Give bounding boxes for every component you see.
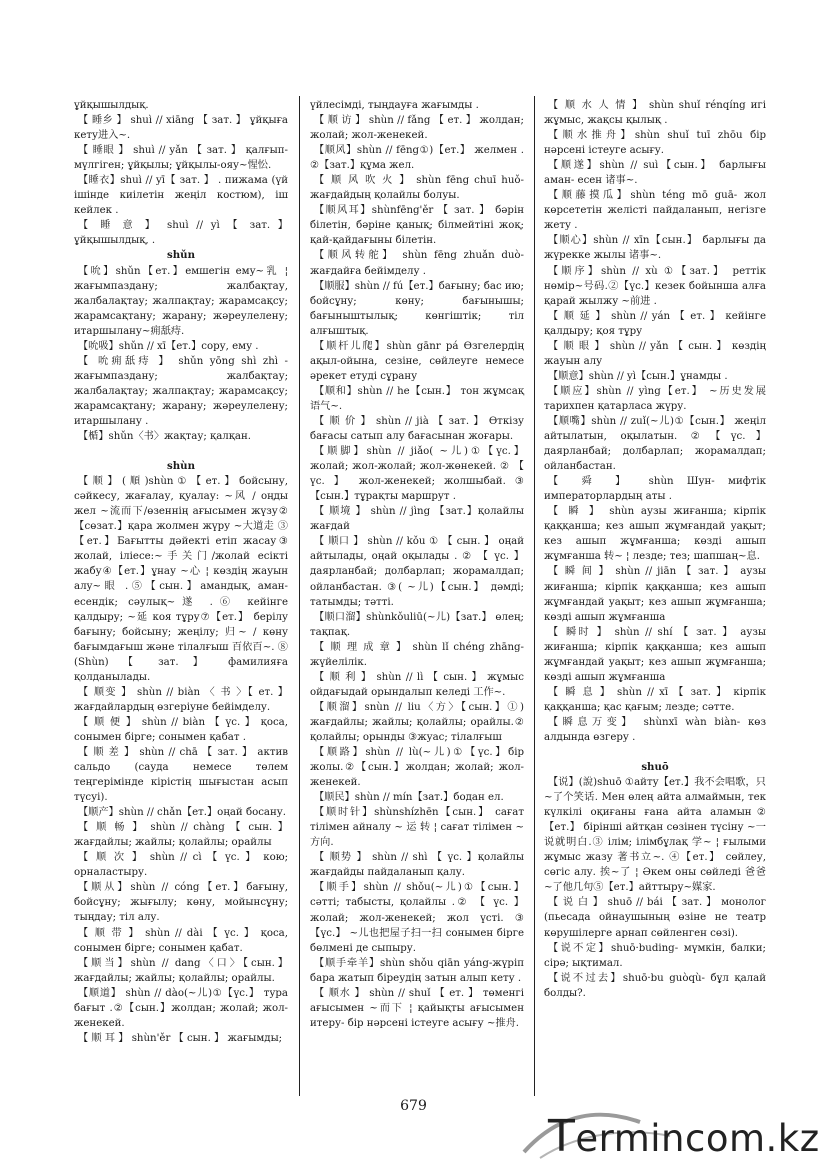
dictionary-entry: 【顺意】shùn // yì【сын.】ұнамды . [548,370,728,382]
dictionary-entry: 【顺服】shùn // fú【ет.】бағыну; бас ию; бойсұну; көну; бағынышы; бағыныштылық; көнгіштік; тіл алғыштық. [310,280,524,337]
dictionary-entry: 【顺产】shùn // chǎn【ет.】оңай босану. [78,807,287,819]
dictionary-entry: 【 顺 眼 】 shùn // yǎn 【 сын. 】 көздің жауын алу [544,340,766,367]
dictionary-entry: 【睡衣】shuì // yī【 зат. 】 . пижама (үй ішінде киілетін жеңіл костюм), іш кейлек . [74,175,288,217]
dictionary-entry: 【顺遂】shùn // suì【сын.】 барлығы аман- есен 诸事~. [544,160,766,187]
dictionary-entry: 【 吮痈舐痔 】 shǔn yōng shì zhì - жағымпаздану; жалбақтау; жалбалақтау; жалпақтау; жарамсақсу; жарамсақтану; жарану; жәреулелену; итаршылану . [74,355,288,427]
column-3 [544,98,766,1001]
dictionary-entry: 【顺口溜】shùnkǒuliū(~儿)【зат.】 өлең; тақпақ. [310,611,524,638]
dictionary-entry: 【顺藤摸瓜】shùn téng mō guā- жол көрсететін желісті пайдаланып, негізге жету . [544,190,766,232]
dictionary-entry: 【 瞬时 】 shùn // shí 【 зат. 】 аузы жиғанша; кірпік қаққанша; кез ашып жұмғандай уақыт; кез ашып жұмғанша; көзді ашып жұмғанша [544,626,766,683]
column-2 [310,98,524,1031]
dictionary-entry: 【顺序】shùn // xù ①【зат.】 реттік нөмір~号码.②【үс.】кезек бойынша алға қарай жылжу ~前进 . [544,265,766,307]
dictionary-entry: 【 顺 延 】 shùn // yán 【 ет. 】 кейінге қалдыру; қоя тұру [544,310,766,337]
dictionary-entry: 【顺路】shùn // lù(~儿)①【үс.】бір жолы.②【сын.】жолдан; жолай; жол-женекей. [310,747,524,789]
dictionary-entry: 【 顺 次 】 shùn // cì 【 үс. 】 кою; орналастыру. [74,852,288,879]
dictionary-entry: 【 顺 利 】 shùn // lì 【 сын. 】 жұмыс ойдағыдай орындалып келеді 工作~. [310,671,524,698]
dictionary-entry: 【 顺 带 】 shùn // dài 【 үс. 】 қоса, сонымен бірге; сонымен қабат. [74,927,288,954]
dictionary-entry: 【 睡乡 】 shuì // xiāng 【 зат. 】 ұйқыға кету进入~. [74,115,288,142]
section-gap [544,745,766,760]
dictionary-entry: 【顺应】shùn // yìng【ет.】 ~历史发展 тарихпен қатарласа жүру. [544,385,766,412]
section-heading: shuō [641,761,669,774]
watermark-rest: ermincom.kz [575,1117,820,1160]
dictionary-entry: ұйқышылдық. [74,100,149,111]
dictionary-entry: 【顺水推舟】shùn shuǐ tuī zhōu бір нәрсені істеуге асығу. [544,130,766,157]
page-number: 679 [400,1098,427,1114]
dictionary-entry: 【 说 白 】 shuō // bái 【 зат. 】 монолог (пьесада ойнаушының өзіне не театр көрушілерге арнап сөйленген сөзі). [544,897,766,939]
section-gap [74,444,288,459]
dictionary-entry: 【 舜 】 shùn Шун- мифтік императорлардың аты . [544,476,766,503]
dictionary-entry: 【顺溜】snùn // liu〈方〉【сын.】①) жағдайлы; жайлы; қолайлы; орайлы.② қолайлы; орынды ③жуас; тілалғыш [310,701,524,743]
dictionary-entry: 【 睡 意 】 shuì // yì 【 зат. 】 ұйқышылдық, . [74,220,288,247]
dictionary-entry: 【 顺 访 】 shùn // fǎng 【 ет. 】 жолдан; жолай; жол-женекей. [310,115,524,142]
dictionary-entry: 【顺心】shùn // xīn【сын.】 барлығы да жүрекке жылы 诸事~. [544,235,766,262]
dictionary-entry: 【顺风转舵】 shùn fēng zhuǎn duò- жағдайға бейімделу . [310,250,524,277]
dictionary-entry: 【顺风】shùn // fēng①)【ет.】 желмен . ②【зат.】құма жел. [310,145,524,172]
dictionary-entry: 【 顺 风 吹 火 】 shùn fēng chuī huǒ- жағдайдың қолайлы болуы. [310,175,524,202]
dictionary-entry: 【顺和】shùn // he【сын.】 тон жұмсақ 语气~. [310,385,524,412]
dictionary-entry: 【瞬息万变】 shùnxī wàn biàn- көз алдында өзгеру . [544,716,766,743]
dictionary-entry: 【 睡眼 】 shuì // yǎn 【 зат. 】 қалғып-мүлгіген; ұйқылы; ұйқылы-ояу~惺忪. [74,145,288,172]
dictionary-entry: үйлесімді, тыңдауға жағымды . [310,100,479,111]
dictionary-entry: 【 顺口 】 shùn // kǒu ① 【 сын. 】 оңай айтылады, оңай оқылады . ② 【 үс. 】 даярланбай; долбарлап; жорамалдап; ойланбастан. ③( ~儿)【сын.】 дәмді; татымды; тәтті. [310,536,524,608]
dictionary-entry: 【 顺 耳 】 shùn'ěr 【 сын. 】 жағымды; [78,1032,283,1044]
dictionary-entry: 【 顺势 】 shùn // shì 【 үс. 】қолайлы жағдайды пайдаланып қалу. [310,852,524,879]
dictionary-entry: 【 顺 】 ( 順 )shùn ① 【 ет. 】 бойсыну, сәйкесу, жағалау, қуалау: ~风 / оңды жел ~流而下/өзеннің ағысымен жүзу②【сөзат.】қара жолмен жүру ~大道走 ③【ет.】Бағытты дәйекті етіп жасау③ жолай, іліесе:~手关门/жолай есікті жабу④【ет.】ұнау ~心 ¦ көздің жауын алу~眼 .⑤【сын.】амандық, аман-есендік; сәулық~遂 .⑥ кейінге қалдыру; ~延 кoя тұру⑦【ет.】 берілу бағыну; бойсыну; жеңілу; 归~ / көну бағымдағыш және тілалғыш 百依百~. ⑧ (Shùn) 【 зат. 】 фамилияға қолданылады. [74,476,288,683]
column-divider-1 [299,96,300,1096]
dictionary-entry: 【顺嘴】shùn // zuǐ(~儿)①【сын.】 жеңіл айтылатын, оқылатын. ②【үс.】 даярланбай; долбарлап; жорамалдап; ойланбастан. [544,415,766,473]
dictionary-entry: 【 顺水 】 shùn // shuǐ 【 ет. 】 төменгі ағысымен ~而下 ¦ қайықты ағысымен итеру- бір нәрсені істеуге асығу ~推舟. [310,987,524,1029]
section-heading: shǔn [167,249,195,262]
dictionary-entry: 【顺风耳】shùnfēng'ěr 【 зат. 】 бәрін білетін, бәріне қанық; білмейтіні жоқ; қай-қайдағыны білетін. [310,205,524,247]
dictionary-entry: 【说不定】shuō·buding- мүмкін, балки; сірә; ықтимал. [544,942,766,969]
dictionary-entry: 【顺杆儿爬】shùn gānr pá Өзгелердің ақыл-ойына, сезіне, сөйлеуге немесе әрекет етуді сұрану [310,340,524,382]
dictionary-entry: 【 顺 理 成 章 】 shùn lǐ chéng zhāng- жүйелілік. [310,641,524,668]
dictionary-entry: 【顺手牵羊】shùn shǒu qiān yáng-жүріп бара жатып біреудің затын алып кету . [310,957,524,984]
dictionary-entry: 【说不过去】shuō·bu guòqù- бұл қалай болды?. [544,972,766,999]
dictionary-entry: 【 瞬 间 】 shùn // jiān 【 зат. 】 аузы жиғанша; кірпік қаққанша; кез ашып жұмғандай уақыт; кез ашып жұмғанша; көзді ашып жұмғанша [544,566,766,623]
dictionary-entry: 【说】(說)shuō ①айту【ет.】我不会唱歌，只~了个笑话. Мен өлең айта алмаймын, тек күлкілі оқиғаны ғана айта аламын②【ет.】 бірінші айтқан сөзінен түсіну ~一说就明白.③ ілім; ілімбұлақ 学~ ¦ ғылыми жұмыс жазу 著书立~. ④【ет.】 сөйлеу, сөгіс алу. 挨~了 ¦ Әкем оны сөйледі 爸爸~了他几句⑤【ет.】айттыру~媒家. [544,777,766,894]
watermark-prefix: T [548,1111,576,1162]
dictionary-entry: 【 顺境 】 shùn // jìng 【зат.】қолайлы жағдай [310,506,524,533]
dictionary-entry: 【 顺 差 】 shùn // chā 【 зат. 】 актив сальдо (сауда немесе төлем теңгеріміндe кірістің шығыстан асып түсуі). [74,746,288,804]
dictionary-entry: 【吮吸】shǔn // xī【ет.】сору, ему . [78,340,259,352]
dictionary-entry: 【 顺 水 人 情 】 shùn shuǐ rénqíng игі жұмыс, жақсы қылық . [544,100,766,127]
dictionary-entry: 【 顺 畅 】 shùn // chàng 【 сын. 】 жағдайлы; жайлы; қолайлы; орайлы [74,822,288,849]
dictionary-entry: 【顺脚】shùn // jiǎo( ~儿)①【үс.】 жолай; жол-жолай; жол-жөнекей. ② 【 үс. 】 жол-женекей; жолшыбай. ③【сын.】тұрақты маршрут . [310,446,524,503]
column-divider-2 [534,96,535,1096]
column-1 [74,98,288,1046]
dictionary-entry: 【顺道】 shùn // dào(~儿)①【үс.】 тура бағыт .②【сын.】жолдан; жолай; жол-женекей. [74,987,288,1029]
dictionary-entry: 【吮】shǔn【ет.】емшегін ему~乳 ¦ жағымпаздану; жалбақтау, жалбалақтау; жалпақтау; жарамсақсу; жарамсақтану; жарану; жәреулелену; итаршылану~痈舐痔. [74,265,288,337]
dictionary-entry: 【顺从】shùn // cóng【ет.】бағыну, бойсұну; жығылу; көну, мойынсұну; тыңдау; тіл алу. [74,882,288,924]
dictionary-entry: 【 瞬 】 shùn аузы жиғанша; кірпік қаққанша; кез ашып жұмғандай уақыт; кез ашып жұмғанша; көзді ашып жұмғанша 转~ ¦ лезде; тез; шапшаң~息. [544,506,766,563]
dictionary-entry: 【楯】shǔn〈书〉жақтау; қалқан. [78,431,252,443]
dictionary-entry: 【 顺变 】 shùn // biàn 〈 书 〉【 ет. 】 жағдайлардың өзгеріуне бейімделу. [74,686,288,713]
dictionary-entry: 【 顺 便 】 shùn // biàn 【 үс. 】 қоса, сонымен бірге; сонымен қабат . [74,716,288,743]
watermark-text [548,1111,820,1162]
dictionary-entry: 【顺手】shùn // shǒu(~儿)①【сын.】 сәтті; табысты, қолайлы .② 【 үс. 】 жолай; жол-женекей; жол үсті. ③【үс.】 ~儿也把屋子扫一扫 сонымен бірге бөлмені де сыпыру. [310,882,524,954]
dictionary-entry: 【顺时针】shùnshízhēn【сын.】 сағат тілімен айналу ~ 运 转 ¦ сағат тілімен ~方向. [310,807,524,849]
section-heading: shùn [167,460,195,473]
dictionary-entry: 【顺民】shùn // mín【зат.】бодан ел. [314,792,504,804]
dictionary-entry: 【顺当】shùn // dang〈口〉【сын.】 жағдайлы; жайлы; қолайлы; орайлы. [74,957,288,984]
dictionary-entry: 【 瞬 息 】 shùn // xī 【 зат. 】 кірпік қаққанша; қас қағым; лезде; сәтте. [544,686,766,713]
dictionary-entry: 【 顺 价 】 shùn // jià 【 зат. 】 Өткізу бағасы сатып алу бағасынан жоғары. [310,415,524,443]
